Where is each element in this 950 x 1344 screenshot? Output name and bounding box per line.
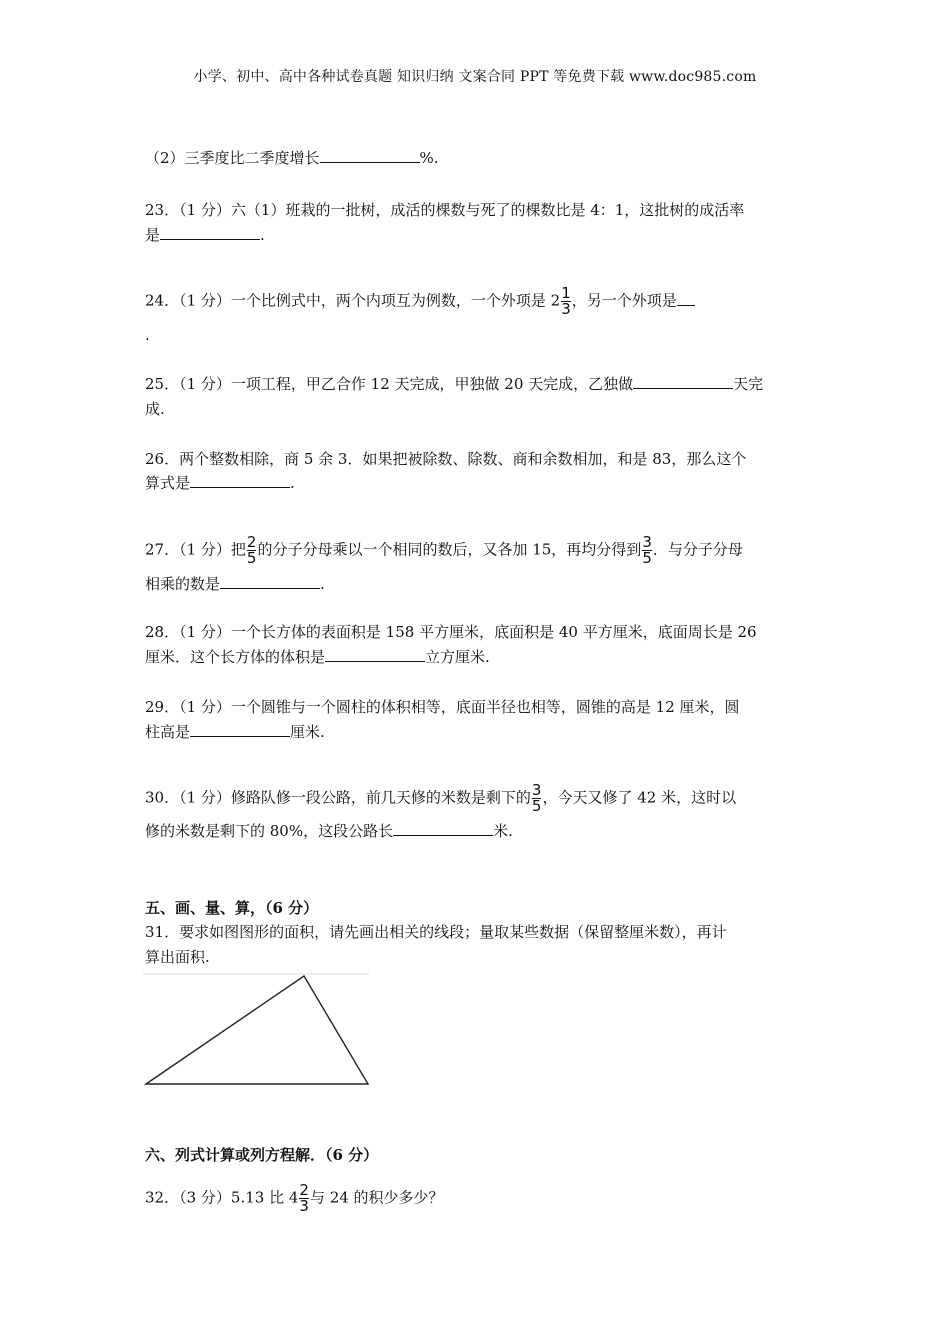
answer-blank[interactable]	[160, 225, 260, 240]
q30-text: 30．（1 分）修路队修一段公路，前几天修的米数是剩下的	[145, 788, 531, 807]
q25-suffix: 天完	[733, 375, 764, 393]
q29-suffix: 厘米.	[290, 723, 325, 741]
question-31-line-1: 31．要求如图图形的面积，请先画出相关的线段；量取某些数据（保留整厘米数），再计	[145, 923, 727, 941]
section-5-title: 五、画、量、算，（6 分）	[145, 899, 319, 917]
question-26-line-2	[145, 473, 295, 493]
q32-text: 32．（3 分）5.13 比 4	[145, 1188, 299, 1207]
fraction-numerator: 2	[299, 1181, 309, 1199]
section-6-title: 六、列式计算或列方程解．（6 分）	[145, 1146, 379, 1164]
fraction-denominator: 5	[246, 549, 257, 567]
triangle-figure	[143, 972, 373, 1092]
q27-text: 27．（1 分）把	[145, 540, 246, 559]
q30-prefix: 修的米数是剩下的 80%，这段公路长	[145, 822, 394, 840]
q28-prefix: 厘米．这个长方体的体积是	[145, 648, 326, 666]
question-30-line-2	[145, 821, 513, 841]
question-29-line-2	[145, 722, 325, 742]
q27-text-3: ．与分子分母	[652, 540, 743, 559]
answer-blank[interactable]	[325, 647, 425, 662]
fraction-one-third	[561, 286, 571, 317]
triangle-shape	[146, 976, 368, 1084]
fraction-numerator: 3	[642, 533, 652, 551]
question-25-line-2: 成.	[145, 400, 165, 418]
fraction-denominator: 3	[299, 1197, 309, 1215]
fraction-two-fifths	[247, 535, 257, 566]
question-31-line-2: 算出面积.	[145, 948, 210, 966]
answer-blank[interactable]	[633, 374, 733, 389]
question-23-line-1: 23．（1 分）六（1）班栽的一批树，成活的棵数与死了的棵数比是 4：1，这批树的成活率	[145, 201, 745, 219]
question-22-part-2	[145, 148, 439, 168]
question-26-line-1: 26．两个整数相除，商 5 余 3．如果把被除数、除数、商和余数相加，和是 83，那么这个	[145, 450, 747, 468]
fraction-three-fifths	[642, 535, 652, 566]
question-23-line-2	[145, 225, 265, 245]
q22-suffix: %.	[419, 149, 439, 167]
q30-suffix: 米.	[493, 822, 513, 840]
q22-text: （2）三季度比二季度增长	[145, 149, 320, 167]
q24-text-2: ，另一个外项是	[571, 291, 677, 310]
question-24-line-2: .	[145, 326, 150, 344]
question-30-line-1	[145, 783, 736, 814]
q26-suffix: .	[290, 474, 295, 492]
fraction-three-fifths	[532, 783, 542, 814]
question-28-line-1: 28．（1 分）一个长方体的表面积是 158 平方厘米，底面积是 40 平方厘米，底面周长是 26	[145, 623, 757, 641]
answer-blank[interactable]	[190, 722, 290, 737]
question-32-line-1	[145, 1183, 444, 1214]
page-header: 小学、初中、高中各种试卷真题 知识归纳 文案合同 PPT 等免费下载 www.doc985.com	[193, 69, 757, 85]
q29-prefix: 柱高是	[145, 723, 191, 741]
answer-blank[interactable]	[220, 574, 320, 589]
fraction-denominator: 5	[531, 797, 542, 815]
question-27-line-1	[145, 535, 743, 566]
question-27-line-2	[145, 574, 325, 594]
answer-blank[interactable]	[320, 148, 420, 163]
q23-suffix: .	[260, 226, 265, 244]
q27-text-2: 的分子分母乘以一个相同的数后，又各加 15，再均分得到	[257, 540, 642, 559]
question-28-line-2	[145, 647, 490, 667]
question-29-line-1: 29．（1 分）一个圆锥与一个圆柱的体积相等，底面半径也相等，圆锥的高是 12 厘米，圆	[145, 698, 740, 716]
q30-text-2: ，今天又修了 42 米，这时以	[542, 788, 737, 807]
answer-blank[interactable]	[393, 821, 493, 836]
fraction-denominator: 5	[642, 549, 652, 567]
fraction-numerator: 3	[531, 781, 542, 799]
fraction-numerator: 2	[246, 533, 257, 551]
q32-text-2: 与 24 的积少多少？	[309, 1188, 444, 1207]
fraction-numerator: 1	[561, 284, 571, 302]
fraction-denominator: 3	[561, 300, 571, 318]
q26-prefix: 算式是	[145, 474, 191, 492]
q24-text: 24．（1 分）一个比例式中，两个内项互为例数，一个外项是 2	[145, 291, 561, 310]
q28-suffix: 立方厘米.	[425, 648, 490, 666]
q25-text: 25．（1 分）一项工程，甲乙合作 12 天完成，甲独做 20 天完成，乙独做	[145, 375, 634, 393]
question-24-line-1	[145, 286, 695, 317]
q23-prefix: 是	[145, 226, 161, 244]
q27-suffix: .	[320, 575, 325, 593]
answer-blank[interactable]	[190, 473, 290, 488]
answer-blank[interactable]	[677, 291, 695, 306]
fraction-two-thirds	[299, 1183, 309, 1214]
q27-prefix: 相乘的数是	[145, 575, 221, 593]
question-25-line-1	[145, 374, 763, 394]
